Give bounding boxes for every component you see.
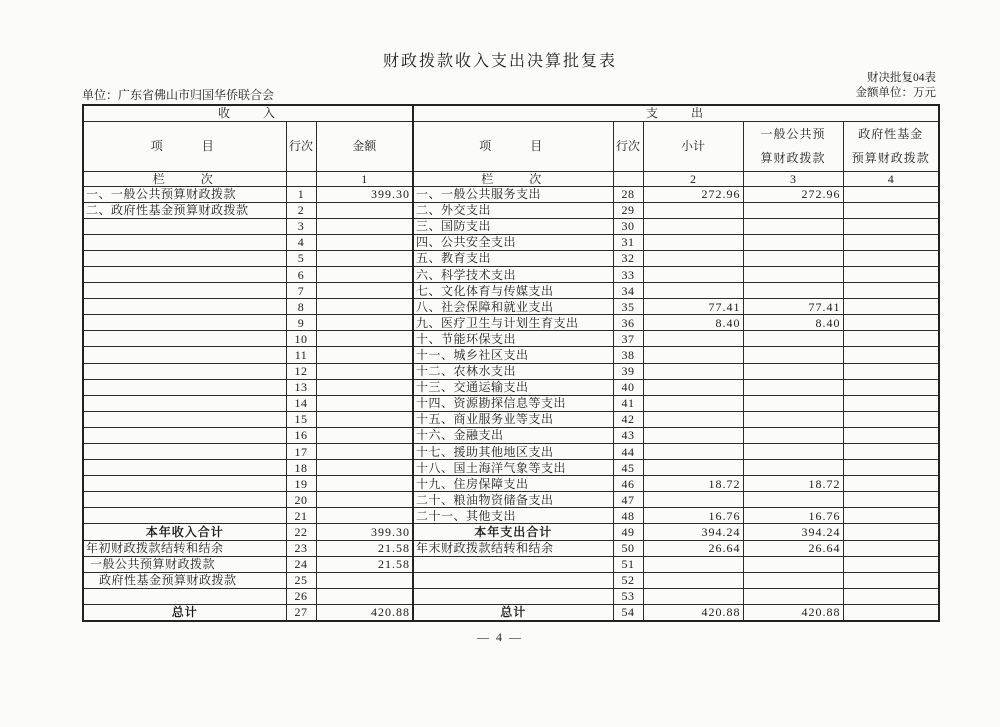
expense-fund-budget <box>843 315 939 331</box>
expense-line-no: 50 <box>613 540 643 556</box>
table-row <box>83 395 939 411</box>
expense-line-no: 47 <box>613 492 643 508</box>
expense-general-budget <box>743 250 843 266</box>
expense-line-no: 51 <box>613 556 643 572</box>
expense-general-budget <box>743 202 843 218</box>
income-item <box>83 411 286 427</box>
income-item <box>83 427 286 443</box>
income-line-no: 14 <box>286 395 316 411</box>
expense-general-budget <box>743 572 843 588</box>
expense-item: 十、节能环保支出 <box>413 331 613 347</box>
income-amount <box>316 347 413 363</box>
table-row <box>83 427 939 443</box>
expense-fund-budget <box>843 540 939 556</box>
table-row <box>83 347 939 363</box>
expense-line-no: 43 <box>613 427 643 443</box>
expense-fund-budget <box>843 202 939 218</box>
expense-line-header: 行次 <box>613 121 643 171</box>
expense-item: 十六、金融支出 <box>413 427 613 443</box>
income-line-no: 11 <box>286 347 316 363</box>
income-item: 年初财政拨款结转和结余 <box>83 540 286 556</box>
expense-line-no: 46 <box>613 476 643 492</box>
income-line-no: 23 <box>286 540 316 556</box>
income-line-no: 16 <box>286 427 316 443</box>
expense-column-number-label: 栏 次 <box>413 171 613 186</box>
expense-general-budget: 272.96 <box>743 186 843 202</box>
expense-item: 二十、粮油物资储备支出 <box>413 492 613 508</box>
table-row <box>83 299 939 315</box>
table-row <box>83 331 939 347</box>
amount-unit-label: 金额单位：万元 <box>855 87 936 99</box>
income-item <box>83 234 286 250</box>
expense-line-no: 32 <box>613 250 643 266</box>
expense-subtotal: 420.88 <box>643 604 743 620</box>
expense-general-budget: 394.24 <box>743 524 843 540</box>
expense-fund-budget <box>843 218 939 234</box>
table-row <box>83 492 939 508</box>
income-amount <box>316 476 413 492</box>
income-line-no: 15 <box>286 411 316 427</box>
expense-fund-budget <box>843 524 939 540</box>
expense-fund-budget <box>843 444 939 460</box>
income-item <box>83 331 286 347</box>
general-budget-header <box>743 121 843 171</box>
expense-fund-budget <box>843 331 939 347</box>
page-number: — 4 — <box>477 630 523 644</box>
fund-budget-header <box>843 121 939 171</box>
expense-line-no: 39 <box>613 363 643 379</box>
table-row <box>83 540 939 556</box>
expense-item: 十八、国土海洋气象等支出 <box>413 460 613 476</box>
expense-general-budget <box>743 395 843 411</box>
income-amount <box>316 283 413 299</box>
income-amount <box>316 379 413 395</box>
income-amount <box>316 508 413 524</box>
expense-general-budget: 18.72 <box>743 476 843 492</box>
expense-line-no: 41 <box>613 395 643 411</box>
income-section-header: 收 入 <box>83 105 413 121</box>
income-amount <box>316 331 413 347</box>
expense-line-no: 40 <box>613 379 643 395</box>
expense-line-no: 30 <box>613 218 643 234</box>
expense-item: 八、社会保障和就业支出 <box>413 299 613 315</box>
table-body <box>83 186 939 621</box>
expense-general-budget <box>743 492 843 508</box>
expense-line-no: 52 <box>613 572 643 588</box>
expense-general-budget <box>743 347 843 363</box>
expense-item: 年末财政拨款结转和结余 <box>413 540 613 556</box>
expense-subtotal <box>643 492 743 508</box>
income-item <box>83 395 286 411</box>
expense-fund-budget <box>843 347 939 363</box>
income-item: 政府性基金预算财政拨款 <box>83 572 286 588</box>
income-item <box>83 379 286 395</box>
income-line-no: 1 <box>286 186 316 202</box>
income-item: 一、一般公共预算财政拨款 <box>83 186 286 202</box>
expense-subtotal <box>643 588 743 604</box>
table-row <box>83 283 939 299</box>
expense-item <box>413 572 613 588</box>
expense-general-budget <box>743 283 843 299</box>
expense-item <box>413 556 613 572</box>
expense-general-budget: 16.76 <box>743 508 843 524</box>
expense-item: 十四、资源勘探信息等支出 <box>413 395 613 411</box>
income-item <box>83 315 286 331</box>
income-line-no: 2 <box>286 202 316 218</box>
expense-subtotal <box>643 250 743 266</box>
expense-subtotal <box>643 347 743 363</box>
table-row <box>83 202 939 218</box>
expense-fund-budget <box>843 411 939 427</box>
subtotal-header: 小计 <box>643 121 743 171</box>
income-amount <box>316 234 413 250</box>
table-row <box>83 604 939 620</box>
column-header-row <box>83 121 939 171</box>
income-item <box>83 363 286 379</box>
table-row <box>83 411 939 427</box>
income-amount: 21.58 <box>316 556 413 572</box>
appropriation-table <box>82 104 940 622</box>
income-line-no: 24 <box>286 556 316 572</box>
expense-item: 六、科学技术支出 <box>413 266 613 282</box>
table-row <box>83 363 939 379</box>
income-item <box>83 347 286 363</box>
income-line-no: 27 <box>286 604 316 620</box>
expense-subtotal: 77.41 <box>643 299 743 315</box>
income-amount <box>316 444 413 460</box>
expense-general-budget <box>743 331 843 347</box>
expense-subtotal <box>643 218 743 234</box>
expense-line-no: 33 <box>613 266 643 282</box>
expense-subtotal <box>643 379 743 395</box>
table-row <box>83 250 939 266</box>
income-amount <box>316 218 413 234</box>
income-item <box>83 299 286 315</box>
expense-general-budget <box>743 588 843 604</box>
expense-subtotal: 272.96 <box>643 186 743 202</box>
expense-item: 总计 <box>413 604 613 620</box>
expense-item: 九、医疗卫生与计划生育支出 <box>413 315 613 331</box>
expense-fund-budget <box>843 508 939 524</box>
income-amount <box>316 572 413 588</box>
expense-subtotal <box>643 283 743 299</box>
expense-item: 一、一般公共服务支出 <box>413 186 613 202</box>
income-line-no: 9 <box>286 315 316 331</box>
expense-general-budget <box>743 363 843 379</box>
income-item: 一般公共预算财政拨款 <box>83 556 286 572</box>
income-line-header: 行次 <box>286 121 316 171</box>
expense-fund-budget <box>843 250 939 266</box>
income-item <box>83 250 286 266</box>
organization-unit-label: 单位：广东省佛山市归国华侨联合会 <box>82 88 275 102</box>
expense-item: 二十一、其他支出 <box>413 508 613 524</box>
expense-item: 十七、援助其他地区支出 <box>413 444 613 460</box>
expense-subtotal: 16.76 <box>643 508 743 524</box>
income-item <box>83 460 286 476</box>
income-item <box>83 218 286 234</box>
income-amount <box>316 363 413 379</box>
income-amount-column-number: 1 <box>316 171 413 186</box>
expense-subtotal <box>643 556 743 572</box>
income-item <box>83 444 286 460</box>
expense-line-no: 44 <box>613 444 643 460</box>
income-item <box>83 476 286 492</box>
income-line-no: 3 <box>286 218 316 234</box>
income-amount <box>316 266 413 282</box>
expense-general-budget <box>743 266 843 282</box>
expense-fund-budget <box>843 395 939 411</box>
income-item <box>83 588 286 604</box>
income-item: 本年收入合计 <box>83 524 286 540</box>
table-row <box>83 524 939 540</box>
income-amount <box>316 460 413 476</box>
expense-subtotal <box>643 266 743 282</box>
expense-fund-budget <box>843 266 939 282</box>
table-row <box>83 234 939 250</box>
form-code: 财决批复04表 <box>867 72 936 84</box>
subtotal-column-number: 2 <box>643 171 743 186</box>
expense-subtotal: 8.40 <box>643 315 743 331</box>
expense-subtotal <box>643 572 743 588</box>
income-item <box>83 508 286 524</box>
income-line-no: 12 <box>286 363 316 379</box>
income-line-no: 6 <box>286 266 316 282</box>
expense-subtotal: 394.24 <box>643 524 743 540</box>
expense-subtotal <box>643 460 743 476</box>
table-row <box>83 572 939 588</box>
expense-item: 四、公共安全支出 <box>413 234 613 250</box>
table-row <box>83 444 939 460</box>
income-line-no: 19 <box>286 476 316 492</box>
expense-item: 十九、住房保障支出 <box>413 476 613 492</box>
income-line-no: 8 <box>286 299 316 315</box>
expense-line-no: 48 <box>613 508 643 524</box>
expense-fund-budget <box>843 379 939 395</box>
expense-subtotal <box>643 202 743 218</box>
column-number-row <box>83 171 939 186</box>
expense-item: 本年支出合计 <box>413 524 613 540</box>
income-amount <box>316 315 413 331</box>
expense-item-header: 项 目 <box>413 121 613 171</box>
expense-item: 十一、城乡社区支出 <box>413 347 613 363</box>
table-row <box>83 315 939 331</box>
income-line-no: 20 <box>286 492 316 508</box>
income-amount <box>316 492 413 508</box>
expense-fund-budget <box>843 186 939 202</box>
expense-item: 二、外交支出 <box>413 202 613 218</box>
expense-item: 三、国防支出 <box>413 218 613 234</box>
income-item <box>83 266 286 282</box>
expense-general-budget: 26.64 <box>743 540 843 556</box>
expense-subtotal: 18.72 <box>643 476 743 492</box>
expense-line-no: 35 <box>613 299 643 315</box>
income-line-no: 17 <box>286 444 316 460</box>
expense-fund-budget <box>843 460 939 476</box>
income-amount <box>316 250 413 266</box>
income-item: 总计 <box>83 604 286 620</box>
expense-subtotal: 26.64 <box>643 540 743 556</box>
income-amount <box>316 588 413 604</box>
general-budget-header-line-1: 一般公共预 <box>760 127 826 141</box>
expense-subtotal <box>643 363 743 379</box>
expense-general-budget <box>743 411 843 427</box>
expense-general-budget: 8.40 <box>743 315 843 331</box>
expense-item: 五、教育支出 <box>413 250 613 266</box>
expense-item <box>413 588 613 604</box>
income-item <box>83 492 286 508</box>
income-line-no: 18 <box>286 460 316 476</box>
table-row <box>83 218 939 234</box>
income-line-no: 13 <box>286 379 316 395</box>
expense-line-no: 38 <box>613 347 643 363</box>
table-row <box>83 476 939 492</box>
income-amount <box>316 411 413 427</box>
expense-fund-budget <box>843 604 939 620</box>
income-amount: 399.30 <box>316 186 413 202</box>
expense-fund-budget <box>843 492 939 508</box>
income-line-no: 5 <box>286 250 316 266</box>
income-amount <box>316 395 413 411</box>
income-amount-header: 金额 <box>316 121 413 171</box>
expense-general-budget <box>743 556 843 572</box>
fund-budget-column-number: 4 <box>843 171 939 186</box>
expense-line-no: 53 <box>613 588 643 604</box>
income-line-no: 7 <box>286 283 316 299</box>
expense-general-budget <box>743 427 843 443</box>
income-amount: 420.88 <box>316 604 413 620</box>
expense-line-no: 31 <box>613 234 643 250</box>
expense-fund-budget <box>843 283 939 299</box>
expense-subtotal <box>643 331 743 347</box>
expense-line-no: 29 <box>613 202 643 218</box>
expense-fund-budget <box>843 299 939 315</box>
expense-general-budget <box>743 379 843 395</box>
expense-subtotal <box>643 444 743 460</box>
income-column-number-label: 栏 次 <box>83 171 286 186</box>
expense-section-header: 支 出 <box>413 105 939 121</box>
expense-fund-budget <box>843 572 939 588</box>
expense-general-budget <box>743 218 843 234</box>
table-row <box>83 460 939 476</box>
fund-budget-header-line-2: 预算财政拨款 <box>851 151 930 165</box>
expense-fund-budget <box>843 234 939 250</box>
table-row <box>83 556 939 572</box>
income-line-no: 21 <box>286 508 316 524</box>
document-title: 财政拨款收入支出决算批复表 <box>382 53 617 70</box>
income-line-number-blank <box>286 171 316 186</box>
expense-fund-budget <box>843 363 939 379</box>
section-header-row <box>83 105 939 121</box>
expense-general-budget <box>743 460 843 476</box>
expense-fund-budget <box>843 476 939 492</box>
expense-subtotal <box>643 234 743 250</box>
expense-line-no: 36 <box>613 315 643 331</box>
income-line-no: 26 <box>286 588 316 604</box>
expense-line-no: 34 <box>613 283 643 299</box>
income-amount: 399.30 <box>316 524 413 540</box>
income-line-no: 22 <box>286 524 316 540</box>
expense-subtotal <box>643 427 743 443</box>
expense-fund-budget <box>843 556 939 572</box>
expense-line-no: 37 <box>613 331 643 347</box>
expense-subtotal <box>643 395 743 411</box>
table-row <box>83 379 939 395</box>
table-row <box>83 266 939 282</box>
table-row <box>83 588 939 604</box>
expense-fund-budget <box>843 427 939 443</box>
general-budget-header-line-2: 算财政拨款 <box>760 151 826 165</box>
income-item-header: 项 目 <box>83 121 286 171</box>
expense-item: 十三、交通运输支出 <box>413 379 613 395</box>
expense-item: 七、文化体育与传媒支出 <box>413 283 613 299</box>
expense-line-no: 54 <box>613 604 643 620</box>
income-item <box>83 283 286 299</box>
expense-general-budget: 420.88 <box>743 604 843 620</box>
expense-general-budget <box>743 444 843 460</box>
income-amount <box>316 202 413 218</box>
income-line-no: 25 <box>286 572 316 588</box>
expense-item: 十五、商业服务业等支出 <box>413 411 613 427</box>
income-line-no: 10 <box>286 331 316 347</box>
income-amount <box>316 427 413 443</box>
expense-general-budget <box>743 234 843 250</box>
expense-general-budget: 77.41 <box>743 299 843 315</box>
expense-line-no: 28 <box>613 186 643 202</box>
expense-line-no: 42 <box>613 411 643 427</box>
expense-line-no: 49 <box>613 524 643 540</box>
income-amount <box>316 299 413 315</box>
expense-line-no: 45 <box>613 460 643 476</box>
expense-item: 十二、农林水支出 <box>413 363 613 379</box>
expense-subtotal <box>643 411 743 427</box>
table-row <box>83 186 939 202</box>
table-row <box>83 508 939 524</box>
income-amount: 21.58 <box>316 540 413 556</box>
fund-budget-header-line-1: 政府性基金 <box>858 127 924 141</box>
income-line-no: 4 <box>286 234 316 250</box>
general-budget-column-number: 3 <box>743 171 843 186</box>
income-item: 二、政府性基金预算财政拨款 <box>83 202 286 218</box>
expense-fund-budget <box>843 588 939 604</box>
expense-line-number-blank <box>613 171 643 186</box>
